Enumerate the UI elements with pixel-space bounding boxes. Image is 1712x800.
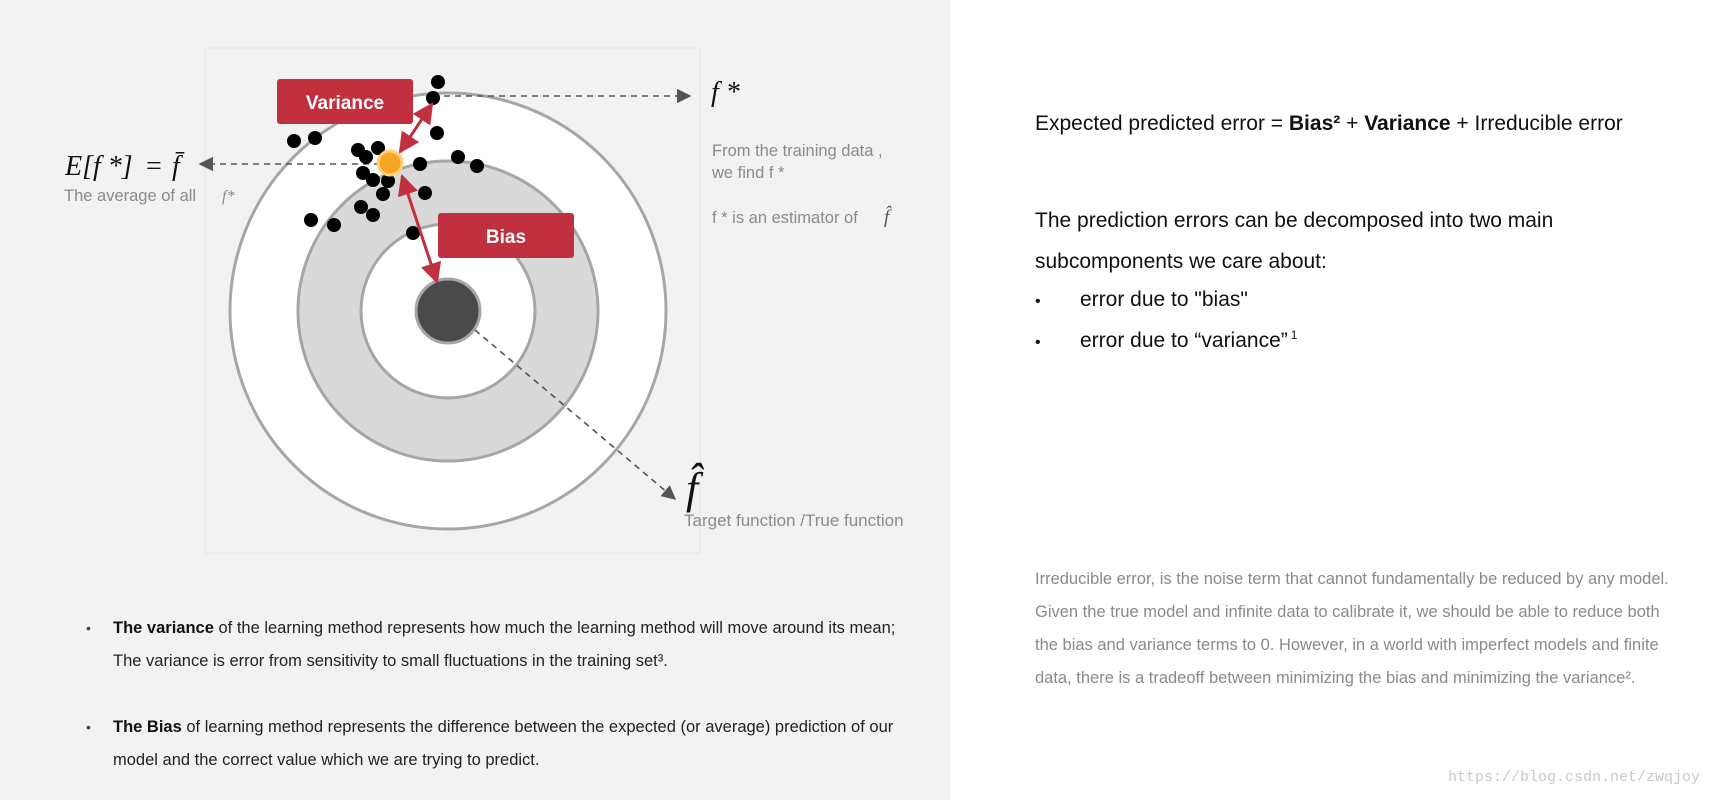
formula-prefix: Expected predicted error =: [1035, 112, 1289, 135]
training-note-line2: we find f *: [712, 164, 785, 182]
bullet-dot: •: [86, 719, 91, 735]
bias-error-text: error due to "bias": [1080, 288, 1248, 311]
variance-error-text: error due to “variance”: [1080, 329, 1288, 352]
f-star-label: f *: [711, 77, 740, 108]
estimate-dot: [470, 159, 484, 173]
irreducible-error-note: Irreducible error, is the noise term that cannot fundamentally be reduced by any model. Given the true model and infinite data to calibrate it, we should be able to reduce both the bias and variance terms to 0. However, in a world with imperfect models and finite data, there is a tradeoff between minimizing the bias and minimizing the variance².: [1035, 570, 1669, 687]
bullet-dot: •: [1035, 293, 1041, 310]
estimate-dot: [304, 213, 318, 227]
estimate-dot: [376, 187, 390, 201]
bias-note-bold: The Bias: [113, 718, 182, 736]
estimate-dot: [451, 150, 465, 164]
average-caption-symbol: f*: [222, 188, 235, 205]
estimate-dot: [413, 157, 427, 171]
estimator-note: f * is an estimator of: [712, 209, 858, 227]
expectation-lhs: E[f *]: [65, 151, 133, 182]
bullet-dot: •: [86, 620, 91, 636]
bias-note-text: [113, 711, 923, 777]
formula-bias: Bias²: [1288, 112, 1341, 135]
formula-plus: +: [1340, 112, 1365, 135]
watermark: https://blog.csdn.net/zwqjoy: [1447, 769, 1700, 786]
bias-error-bullet: [1035, 288, 1248, 312]
f-hat-label: f̂: [686, 464, 699, 513]
variance-note-rest: of the learning method represents how much the learning method will move around its mean; The variance is error from sensitivity to small fluctuations in the training set³.: [113, 619, 896, 670]
variance-note-bold: The variance: [113, 619, 214, 637]
variance-error-bullet: [1035, 328, 1297, 353]
expectation-rhs: f̄: [172, 151, 180, 182]
bias-variance-target-diagram: [0, 0, 950, 560]
estimate-dot: [430, 126, 444, 140]
variance-note-text: [113, 612, 923, 678]
bias-label: Bias: [485, 227, 527, 248]
training-note-line1: From the training data ,: [712, 142, 883, 160]
average-caption: The average of all: [64, 187, 197, 205]
target-center: [416, 279, 480, 343]
estimate-dot: [431, 75, 445, 89]
formula-variance: Variance: [1364, 112, 1451, 135]
estimate-dot: [366, 208, 380, 222]
footnote-ref: 1: [1290, 328, 1298, 342]
estimate-dot: [327, 218, 341, 232]
expected-error-formula: [1035, 112, 1623, 136]
expectation-equals: =: [146, 151, 162, 182]
bullet-dot: •: [1035, 334, 1041, 351]
estimate-dot: [366, 173, 380, 187]
target-caption: Target function /True function: [684, 511, 904, 530]
estimate-dot: [418, 186, 432, 200]
estimator-note-symbol: f̂: [884, 207, 890, 228]
estimate-dot: [426, 91, 440, 105]
estimate-dot: [354, 200, 368, 214]
bias-note-rest: of learning method represents the difference between the expected (or average) prediction of our model and the correct value which we are trying to predict.: [113, 718, 894, 769]
average-estimate-point: [378, 151, 402, 175]
estimate-dot: [308, 131, 322, 145]
decomposition-text: The prediction errors can be decomposed into two main subcomponents we care about:: [1035, 209, 1554, 273]
estimate-dot: [287, 134, 301, 148]
estimate-dot: [359, 150, 373, 164]
formula-suffix: + Irreducible error: [1450, 112, 1623, 135]
variance-label: Variance: [305, 93, 385, 114]
